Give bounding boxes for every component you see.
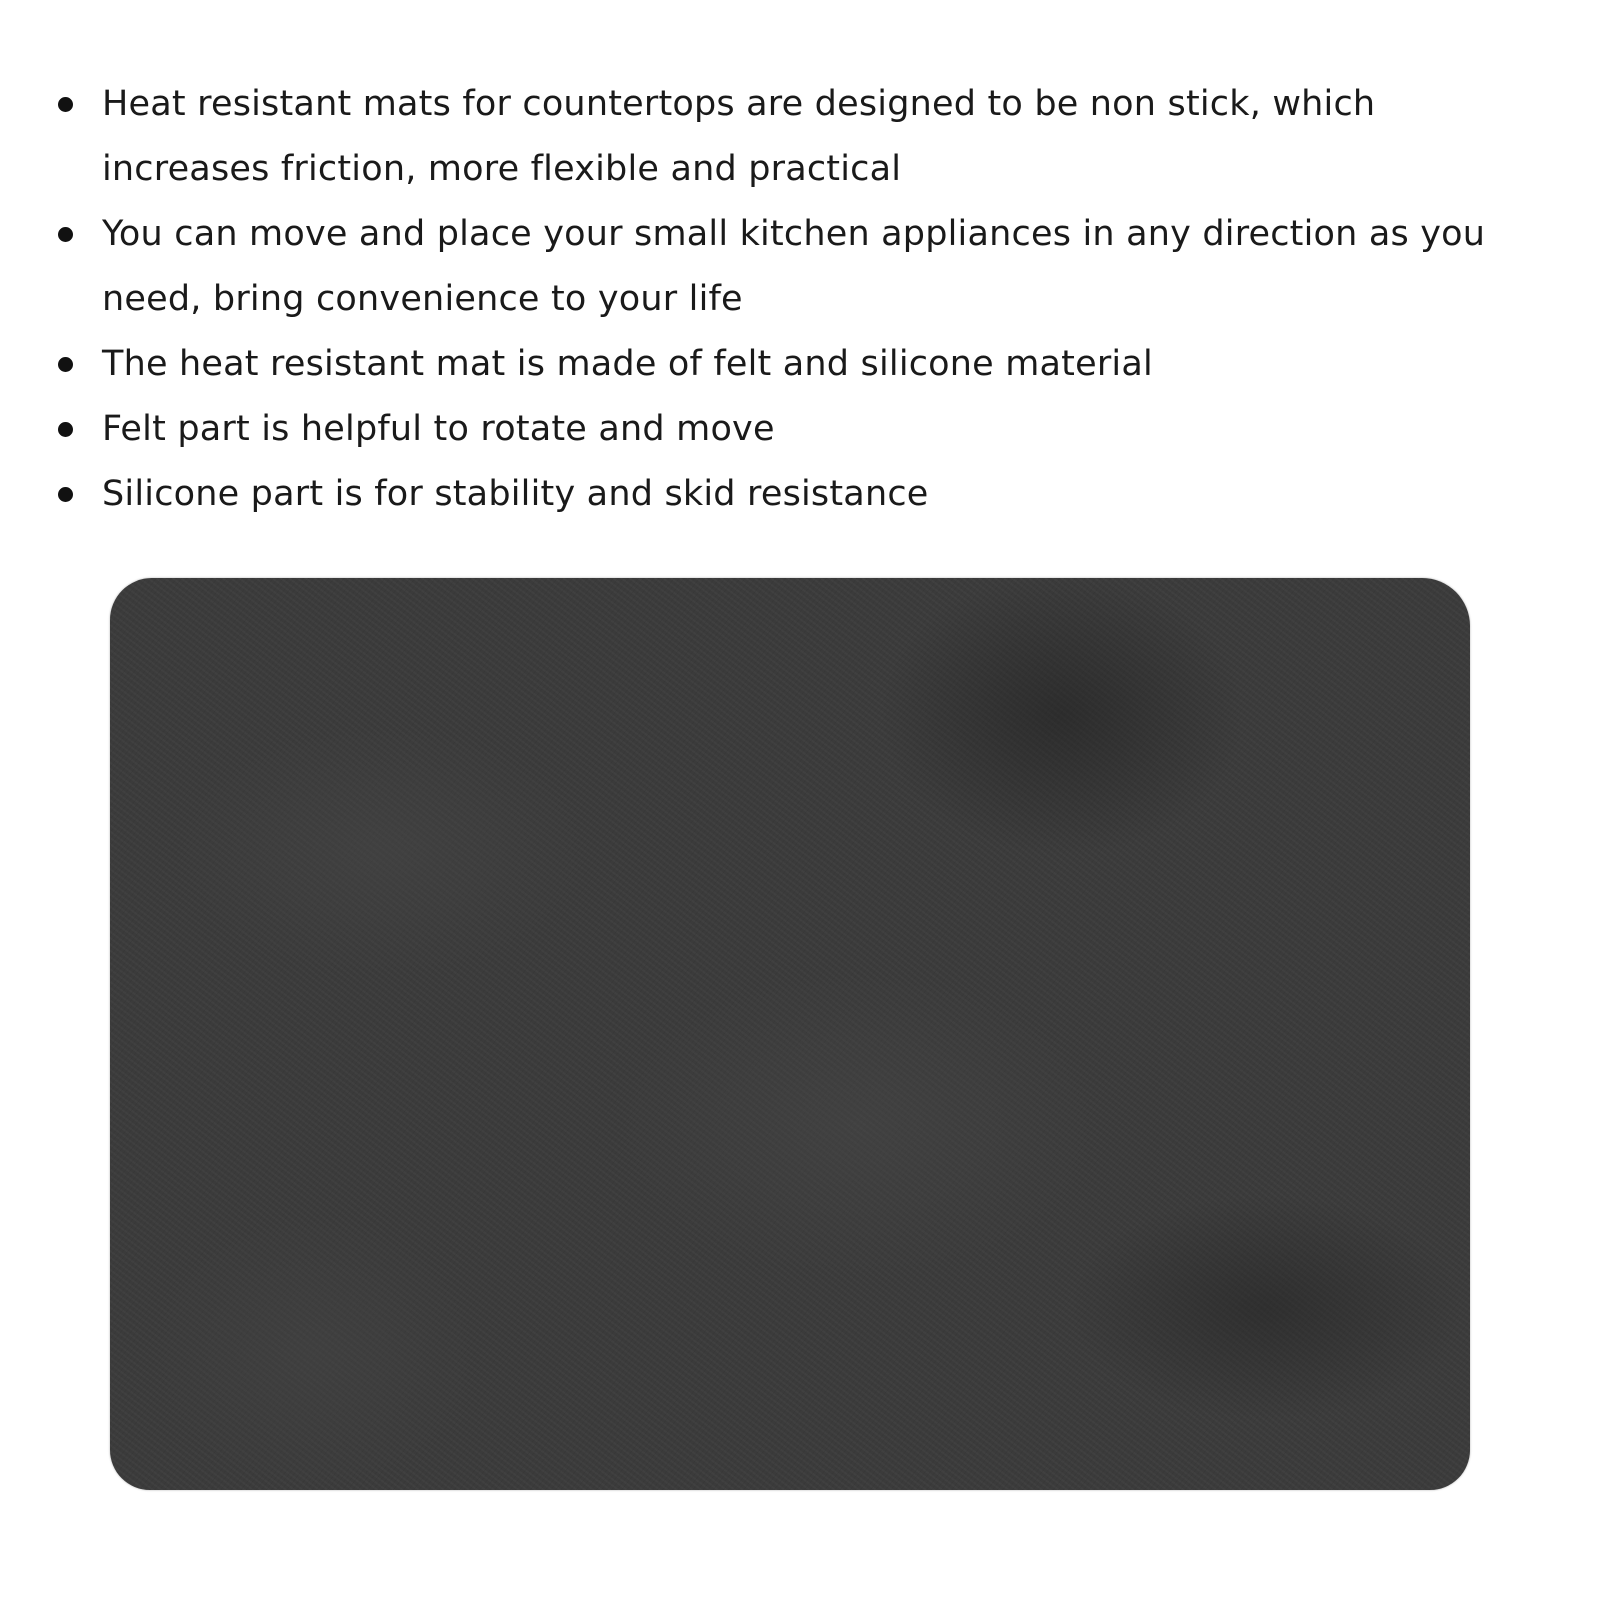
feature-item: [0, 72, 1601, 202]
feature-item: [0, 397, 1601, 462]
feature-text: Heat resistant mats for countertops are designed to be non stick, which increases friction, more flexible and practical: [102, 84, 1376, 189]
feature-text: The heat resistant mat is made of felt and silicone material: [102, 344, 1153, 384]
feature-list: [0, 72, 1601, 527]
bullet-icon: [58, 227, 73, 242]
feature-text: Felt part is helpful to rotate and move: [102, 409, 775, 449]
bullet-icon: [58, 422, 73, 437]
feature-item: [0, 462, 1601, 527]
feature-item: [0, 202, 1601, 332]
felt-mat-image: [110, 578, 1470, 1490]
feature-text: Silicone part is for stability and skid resistance: [102, 474, 929, 514]
feature-text: You can move and place your small kitchen appliances in any direction as you need, bring convenience to your life: [102, 214, 1486, 319]
bullet-icon: [58, 487, 73, 502]
bullet-icon: [58, 97, 73, 112]
feature-item: [0, 332, 1601, 397]
bullet-icon: [58, 357, 73, 372]
